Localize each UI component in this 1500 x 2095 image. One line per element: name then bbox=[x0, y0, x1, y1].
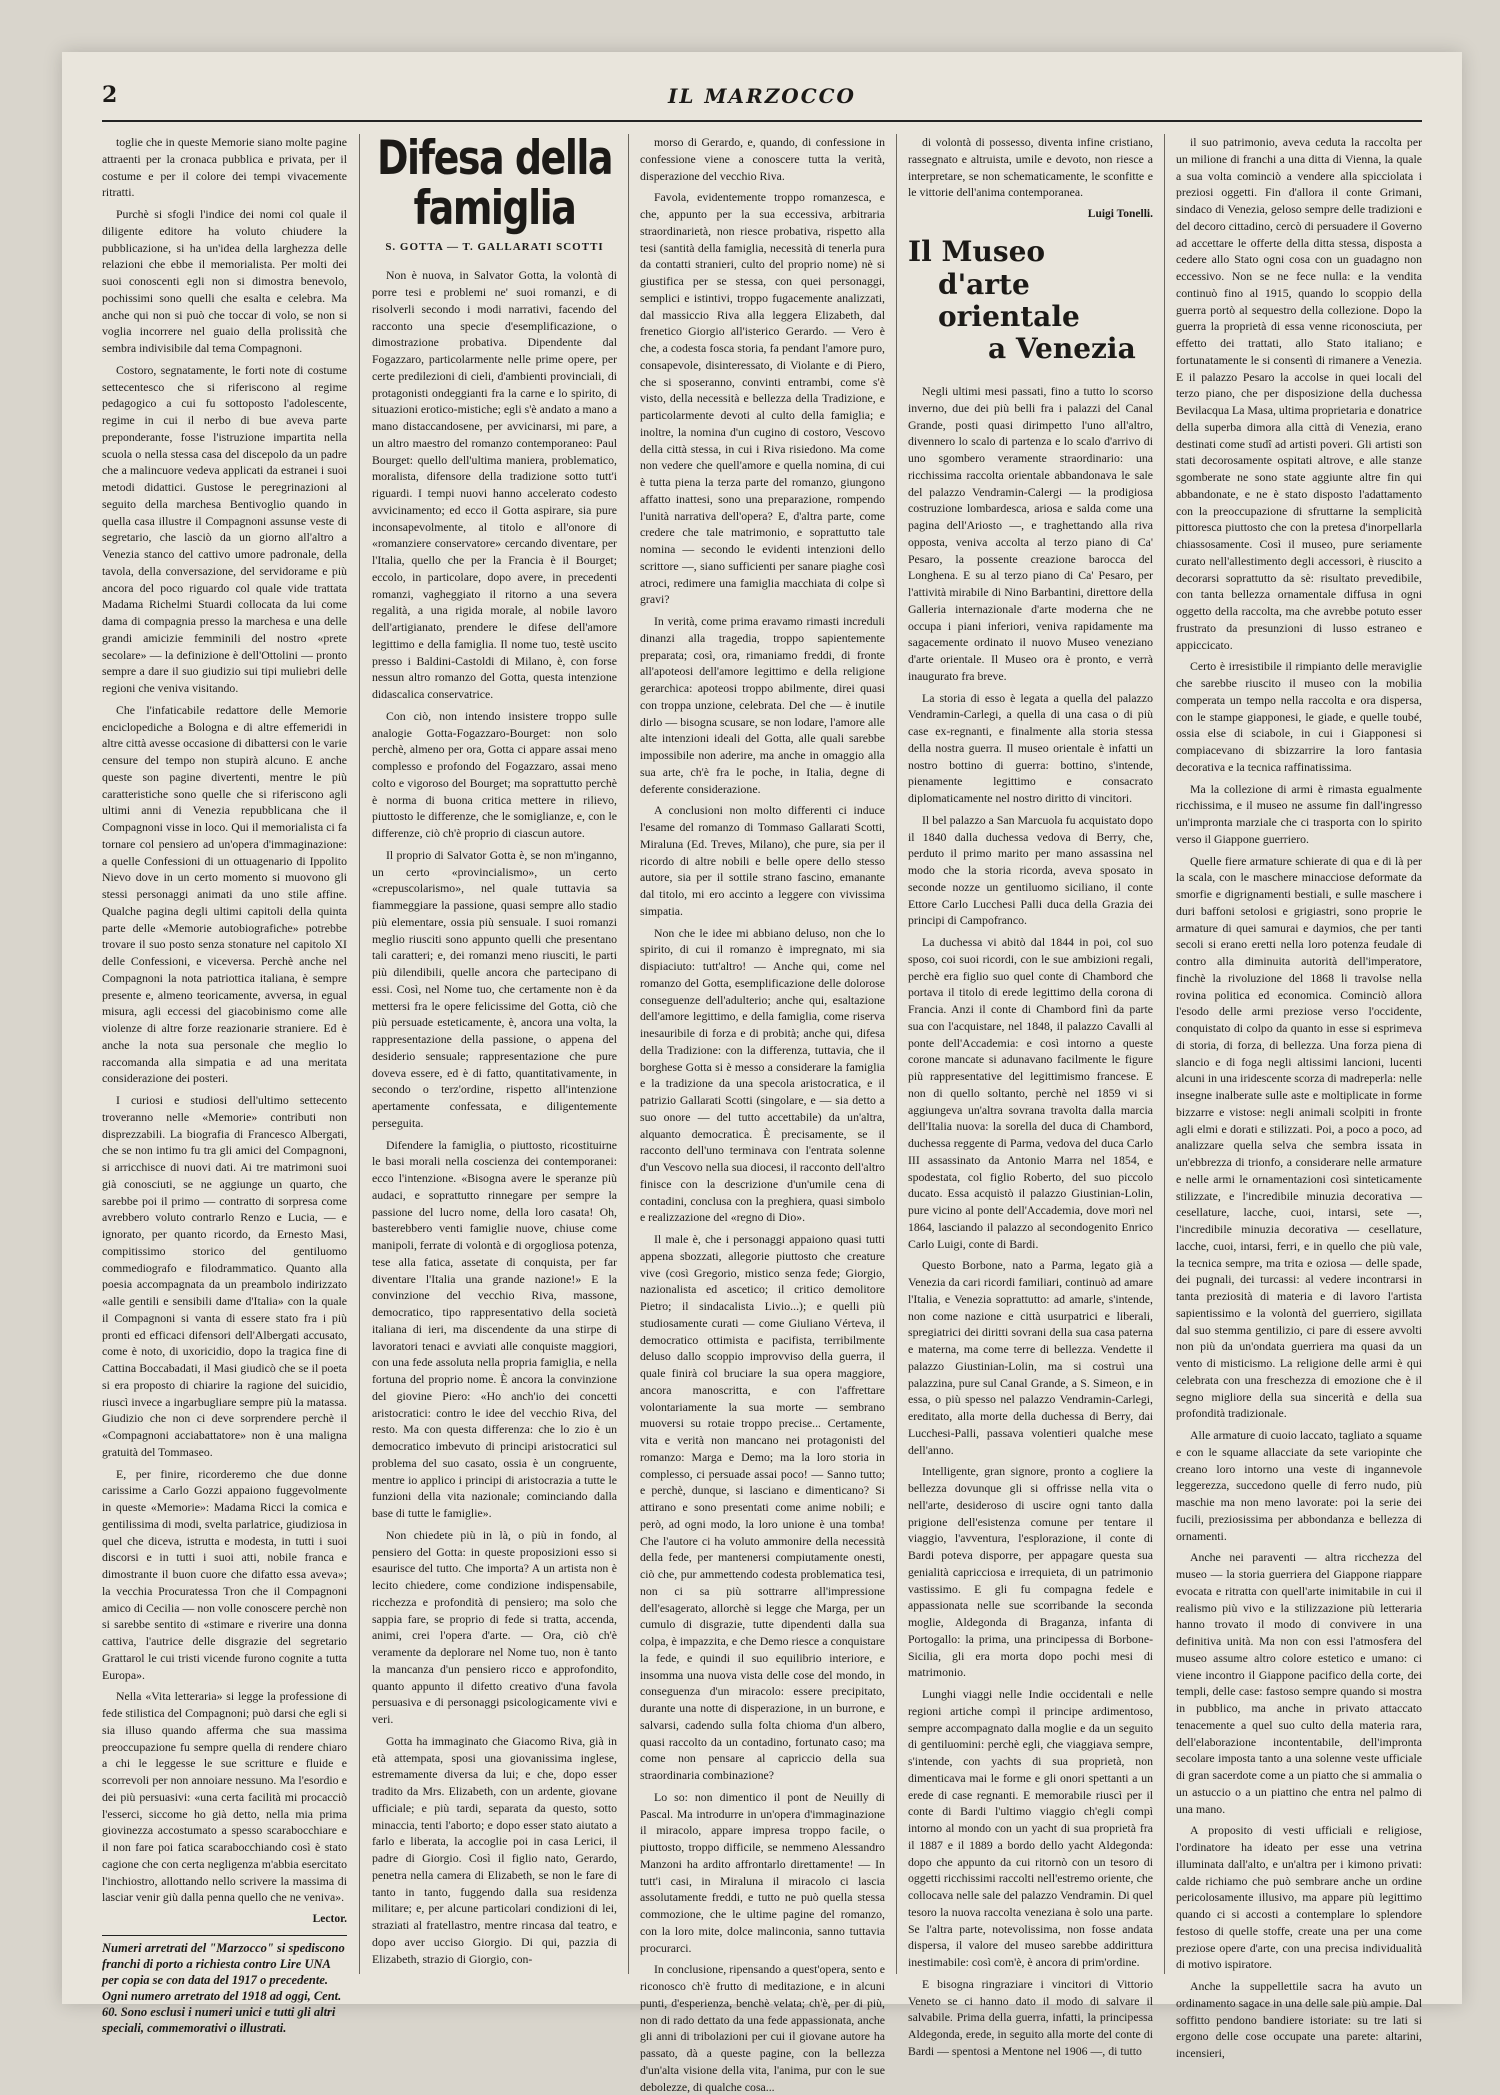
article-paragraph: Con ciò, non intendo insistere troppo sulle analogie Gotta-Fogazzaro-Bourget: non solo perchè, almeno per ora, Gotta ci appare assai meno complesso e profondo del Fogazzaro, assai meno colto e vigoroso del Bourget; ma soprattutto perchè è norma di buona critica mettere in rilievo, piuttosto le differenze, che le somiglianze, e, con le differenze, ciò ch'è proprio di ciascun autore. bbox=[372, 708, 617, 841]
article-headline-museo bbox=[908, 236, 1153, 365]
column-4 bbox=[908, 134, 1153, 2058]
signature-tonelli: Luigi Tonelli. bbox=[1087, 208, 1153, 220]
article-paragraph: A proposito di vesti ufficiali e religiose, l'ordinatore ha ideato per esse una vetrina illuminata dall'alto, e un'altra per i kimono privati: calde richiamo che può sembrare anche un ordine pericolosamente illusivo, ma appare più legittimo quando ci si accosti a contemplare lo splendore festoso di quelle stoffe, create una per una come preziose opere d'arte, con una precisa individualità di motivo ispiratore. bbox=[1176, 1823, 1422, 1972]
column-2-body bbox=[372, 267, 617, 1967]
article-paragraph: Costoro, segnatamente, le forti note di costume settecentesco che si riferiscono al regime pedagogico a cui fu sottoposto l'adolescente, regime in cui il nerbo di bue aveva parte preponderante, fosse l'istruzione impartita nella scuola o nella stessa casa del discepolo da un padre che a malincuore vedeva applicati da estranei i suoi metodi didattici. Gustose le peregrinazioni al seguito della marchesa Bentivoglio quando in quella casa illustre il Compagnoni assunse veste di segretario, che lasciò da un giorno all'altro a Venezia stanco del cattivo umore padronale, della tavola, della conversazione, del servidorame e più ancora del poco riguardo col quale vide trattata Madama Richelmi Stuardi collocata da lui come dama di compagnia presso la marchesa e una delle grandi amicizie femminili del nostro «prete secolare» — la definizione è dell'Ottolini — pronto sempre a dare il suo giudizio sui tipi muliebri delle regioni che veniva visitando. bbox=[102, 362, 347, 695]
article-paragraph: La duchessa vi abitò dal 1844 in poi, col suo sposo, coi suoi ricordi, con le sue ambizioni regali, perchè era figlio suo quel conte di Chambord che portava il titolo di erede legittimo della corona di Francia. Anzi il conte di Chambord finì da parte sua con l'acquistare, nel 1848, il palazzo Cavalli al ponte dell'Accademia: e così intorno a queste corone mancate si adunavano facilmente le figure più rappresentative del legittimismo francese. E non di quello soltanto, perchè nel 1859 vi si aggiungeva un'altra sovrana travolta dalla marcia dell'Italia nuova: la sorella del duca di Chambord, duchessa reggente di Parma, vedova del duca Carlo III assassinato da Antonio Marra nel 1854, e spodestata, col figlio Roberto, del suo piccolo ducato. Essa acquistò il palazzo Giustinian-Lolin, pure vicino al ponte dell'Accademia, dove morì nel 1864, lasciando il palazzo al secondogenito Enrico Carlo Luigi, conte di Bardi. bbox=[908, 935, 1153, 1251]
article-paragraph: Favola, evidentemente troppo romanzesca, e che, appunto per la sua eccessiva, arbitraria straordinarietà, non riesce probativa, rispetto alla tesi (santità della famiglia, necessità di tenerla pura da contatti stranieri, culto del proprio nome) nè si giustifica per se stessa, con quei personaggi, semplici e istintivi, troppo fugacemente analizzati, dal massiccio Riva alla leggera Elizabeth, dal frenetico Giorgio all'isterico Gerardo. — Vero è che, a codesta fosca storia, fa pendant l'amore puro, consapevole, disinteressato, di Violante e di Piero, che si sposeranno, convinti entrambi, come s'è visto, della necessità e bellezza della Tradizione, e particolarmente devoti al culto della famiglia; e inoltre, la nomina d'un cugino di costoro, Vescovo della città stessa, in cui i Riva risiedono. Ma come non vedere che quell'amore e quella nomina, di cui è tutta piena la terza parte del romanzo, giungono affatto inattesi, sono una preparazione, rompendo l'unità narrativa dell'opera? E, d'altra parte, come credere che tale matrimonio, e soprattutto tale nomina — secondo le evidenti intenzioni dello scrittore —, siano sufficienti per sanare piaghe così atroci, redimere una famiglia macchiata di colpe sì gravi? bbox=[640, 190, 885, 607]
article-headline-difesa: Difesa della famiglia bbox=[376, 130, 613, 236]
article-paragraph: Il proprio di Salvator Gotta è, se non m'inganno, un certo «provincialismo», un certo «crepuscolarismo», nel quale tuttavia sa fiammeggiare la passione, quasi sempre allo stadio più elementare, ossia più sensuale. I suoi romanzi meglio riusciti sono appunto quelli che presentano tali caratteri; e, dei romanzi meno riusciti, le parti più dilendibili, quelle ancora che partecipano di essi. Così, nel Nome tuo, che certamente non è da mettersi fra le opere felicissime del Gotta, ciò che più persuade esteticamente, è, ancora una volta, la rappresentazione della passione, o appena del desiderio sensuale; rappresentazione che pure doveva essere, ed è di fatto, quantitativamente, in secondo o terz'ordine, rispetto all'intenzione apertamente confessata, e diligentemente perseguita. bbox=[372, 847, 617, 1130]
article-paragraph: Certo è irresistibile il rimpianto delle meraviglie che sarebbe riuscito il museo con la mobilia comperata un tempo nella raccolta e ora dispersa, con le stampe giapponesi, le giade, e quelle toubé, ossia else di sciabole, in cui i Giapponesi si compiacevano di sbizzarrire la loro fantasia decorativa e la tecnica raffinatissima. bbox=[1176, 659, 1422, 774]
column-rule bbox=[628, 134, 629, 1974]
column-3 bbox=[640, 134, 885, 2094]
article-paragraph: I curiosi e studiosi dell'ultimo settecento troveranno nelle «Memorie» contributi non disprezzabili. La biografia di Francesco Albergati, che se non intimo fu tra gli amici del Compagnoni, si arricchisce di nuovi dati. Ai tre matrimoni suoi già conosciuti, se ne aggiunge un quarto, che sarebbe poi il primo — contratto di sorpresa come avrebbero voluto contrarlo Renzo e Lucia, — e ignorato, per quanto ricordo, da Ernesto Masi, compitissimo storico del gentiluomo commediografo e filodrammatico. Quanto alla poesia accompagnata da un preambolo indirizzato «alle gentili e sensibili dame d'Italia» con la quale il Compagnoni si vanta di essere stato fra i più pronti ed efficaci difensori dell'Albergati accusato, come è noto, di uxoricidio, dopo la tragica fine di Cattina Boccabadati, il Masi giudicò che se il poeta si era proposto di chiarire la ragione del suicidio, riuscì invece a ingarbugliare sempre più la matassa. Giudizio che non ci deve sorprendere perchè il «Compagnoni acciabattatore» non è una maligna gratuità del Tommaseo. bbox=[102, 1093, 347, 1459]
column-rule bbox=[896, 134, 897, 1974]
back-issues-notice: Numeri arretrati del "Marzocco" si spediscono franchi di porto a richiesta contro Lire UNA per copia se con data del 1917 o precedente. Ogni numero arretrato del 1918 ad oggi, Cent. 60. Sono esclusi i numeri unici e tutti gli altri speciali, commemorativi o illustrati. bbox=[102, 1935, 347, 2036]
column-3-body bbox=[640, 134, 885, 2095]
article-paragraph: Nella «Vita letteraria» si legge la professione di fede stilistica del Compagnoni; può darsi che egli si sia illuso quando afferma che sua massima preoccupazione fu sempre quella di rendere chiaro a chi le leggesse le sue scritture e fluide e scorrevoli per non annoiare nessuno. Ma l'esordio e dei più persuasivi: «una certa facilità mi procacciò l'esserci, siccome ho già detto, nella mia prima giovinezza accostumato a spesso scarabocchiare e il non fare poi fatica scarabocchiando così è stato cagione che con certa negligenza m'abbia esercitato l'inchiostro, allottando nello scrivere la massima di lasciar venir giù dalla penna quello che ne veniva». bbox=[102, 1689, 347, 1905]
newspaper-page bbox=[62, 52, 1462, 2094]
article-byline: S. GOTTA — T. GALLARATI SCOTTI bbox=[385, 240, 604, 253]
article-paragraph: Ma la collezione di armi è rimasta egualmente ricchissima, e il museo ne assume fin dall'ingresso un'impronta marziale che ci trasporta con lo spirito verso il Giappone guerriero. bbox=[1176, 781, 1422, 846]
headline-line: Il Museo bbox=[908, 235, 1046, 269]
column-rule bbox=[1164, 134, 1165, 1974]
headline-line: d'arte orientale bbox=[938, 267, 1080, 333]
column-4-top-paragraph: di volontà di possesso, diventa infine cristiano, rassegnato e altruista, umile e devoto, non riesce a interpretare, se non schematicamente, le sconfitte e le vittorie dell'anima contemporanea. bbox=[908, 135, 1153, 200]
article-paragraph: In verità, come prima eravamo rimasti increduli dinanzi alla tragedia, troppo sapientemente preparata; così, ora, rimaniamo freddi, di fronte all'apoteosi dell'amore legittimo e della religione gerarchica: apoteosi troppo abilmente, direi quasi con troppa unzione, celebrata. Del che — è inutile dirlo — bisogna scusare, se non lodare, l'amore alle alte intenzioni ideali del Gotta, alle quali sarebbe impossibile non aderire, ma anche in omaggio alla sua arte, ch'è fra le poche, in Italia, degne di deferente considerazione. bbox=[640, 614, 885, 796]
column-2 bbox=[372, 130, 617, 1974]
article-paragraph: In conclusione, ripensando a quest'opera, sento e riconosco ch'è frutto di meditazione, e in alcuni punti, d'esperienza, benchè velata; ch'è, per di più, non di rado dettato da una fede appassionata, anche gli anni di tribolazioni per cui il giovane autore ha passato, dà a queste pagine, con la bellezza d'un'alta visione della vita, l'anima, pur con le sue debolezze, di qualche cosa... bbox=[640, 1962, 885, 2094]
article-paragraph: Difendere la famiglia, o piuttosto, ricostituirne le basi morali nella coscienza dei contemporanei: ecco l'intenzione. «Bisogna avere le speranze più audaci, e soprattutto rinnegare per sempre la passione del lucro nome, della loro casata! Oh, basterebbero venti famiglie nuove, chiuse come manipoli, ferrate di volontà e di orgogliosa potenza, tese alla fatica, assetate di conquista, per far diventare l'Italia una grande nazione!» E la convinzione del vecchio Riva, massone, democratico, tipo rappresentativo della società italiana di ieri, ma discendente da una stirpe di lavoratori tenaci e avviati alle conquiste maggiori, con una fede assoluta nella propria famiglia, e nella fortuna del proprio nome. È ancora la convinzione del giovine Piero: «Ho anch'io dei concetti aristocratici: contro le idee del vecchio Riva, del resto. Ma con questa differenza: che lo zio è un democratico imbevuto di principi aristocratici sul problema del suo casato, ossia è un congruente, mentre io applico i principi di aristocrazia a tutte le funzioni della vita nazionale; cominciando dalla base di tutte le famiglie». bbox=[372, 1137, 617, 1521]
article-paragraph: Lo so: non dimentico il pont de Neuilly di Pascal. Ma introdurre in un'opera d'immaginazione il miracolo, appare impresa troppo facile, o piuttosto, troppo difficile, se nemmeno Alessandro Manzoni ha ardito affrontarlo direttamente! — In tutt'i casi, in Miraluna il miracolo ci lascia assolutamente freddi, e tutto ne può quella stessa commozione, che le ultime pagine del romanzo, con la loro mite, dolce malinconia, sanno tuttavia procurarci. bbox=[640, 1789, 885, 1955]
article-paragraph: Quelle fiere armature schierate di qua e di là per la scala, con le maschere minacciose deformate da smorfie e digrignamenti bestiali, e sulle maschere i duri baffoni setolosi e grigiastri, sono proprie le armature di quei samurai e daymios, che per tanti secoli si erano eretti nella loro potenza feudale di contro alla diminuita autorità dell'imperatore, finchè la rivoluzione del 1868 li travolse nella rovina politica ed economica. Cominciò allora l'esodo delle armi preziose verso l'occidente, conquistato di colpo da quanto in esse si esprimeva di storia, di forza, di bellezza. Una forza piena di slancio e di foga negli altissimi lancioni, lucenti alcuni in una iridescente scorza di madreperla: nelle insegne inalberate sulle aste e moltiplicate in forme bizzarre e vistose: negli animali scolpiti in fronte agli elmi e dorati e stilizzati. Poi, a poco a poco, ad analizzare quella selva che sembra issata in un'ebbrezza di trionfo, a considerare nelle armature e nelle armi le ornamentazioni così sinteticamente stilizzate, e l'incredibile minuzia decorativa — cesellature, lacche, cuoi, intarsi, sete —, l'incredibile minuzia decorativa — cesellature, lacche, cuoi, intarsi, ferri, e in quello che più vale, la tecnica sempre, ma trita e oziosa — delle spade, dei pugnali, dei turcassi: al vedere incontrarsi in tanta preziosità di materia e di lavoro l'artista sapientissimo e la volontà del guerriero, sigillata dal suo stemma gentilizio, ci pare di essere avvolti non più da un'ondata guerriera ma quasi da un vento di misticismo. La religione delle armi è qui celebrata con una freschezza di emozione che è il segno migliore della sua sincerità e della sua profondità tradizionale. bbox=[1176, 853, 1422, 1421]
column-5 bbox=[1176, 134, 1423, 2060]
article-paragraph: Anche nei paraventi — altra ricchezza del museo — la storia guerriera del Giappone riappare evocata e ritratta con quell'arte inimitabile in cui il realismo più vivo e la stilizzazione più letteraria hanno trovato il modo di convivere in una definitiva unità. Ma non con essi l'atmosfera del museo assume altro colore estetico e umano: ci viene incontro il Giappone pacifico della corte, dei templi, delle case: fastoso sempre quando si mostra in pubblico, ma anche in privato attaccato tenacemente a quel suo culto della materia rara, dell'elaborazione incontentabile, dell'impronta secolare imposta tanto a una solenne veste ufficiale di gran sacerdote come a un piatto che si ammalia o un astuccio o a un piattino che entra nel palmo di una mano. bbox=[1176, 1550, 1422, 1816]
column-1 bbox=[102, 134, 347, 2036]
article-paragraph: Negli ultimi mesi passati, fino a tutto lo scorso inverno, due dei più belli fra i palazzi del Canal Grande, posti quasi dirimpetto l'uno all'altro, divennero lo scalo di partenza e lo scalo d'arrivo di uno sgombero veramente straordinario: una ricchissima raccolta orientale abbandonava le sale del palazzo Vendramin-Calergi — la prodigiosa costruzione lombardesca, ariosa e salda come una pagina dell'Ariosto —, e traghettando alla riva opposta, veniva accolta al terzo piano di Ca' Pesaro, la possente creazione barocca del Longhena. E su al terzo piano di Ca' Pesaro, per l'attività mirabile di Nino Barbantini, direttore della Galleria internazionale d'arte moderna che ne occupa i piani inferiori, veniva rapidamente ma sagacemente ordinato il nuovo Museo veneziano d'arte orientale. Il Museo ora è pronto, e verrà inaugurato fra breve. bbox=[908, 384, 1153, 683]
column-5-body bbox=[1176, 134, 1422, 2062]
headline-line: a Venezia bbox=[988, 331, 1136, 365]
article-paragraph: E, per finire, ricorderemo che due donne carissime a Carlo Gozzi appaiono fuggevolmente in queste «Memorie»: Madama Ricci la comica e gentilissima di modi, svelta parlatrice, giudiziosa in quel che diceva, istrutta e modesta, in tutti i suoi discorsi e in tutti i suoi atti, nobile franca e dimostrante il buon cuore che difatto essa aveva»; la vecchia Procuratessa Tron che il Compagnoni amico di Cecilia — non volle conoscere perchè non si sarebbe sentito di «stimare e riverire una donna cattiva, l'autrice delle disgrazie del segretario Grattarol le cui tristi vicende furono cognite a tutta Europa». bbox=[102, 1466, 347, 1682]
column-rule bbox=[359, 134, 360, 1974]
article-paragraph: toglie che in queste Memorie siano molte pagine attraenti per la cronaca pubblica e privata, per il costume e per il colore dei tempi vivacemente ritratti. bbox=[102, 135, 347, 200]
article-paragraph: Purchè si sfogli l'indice dei nomi col quale il diligente editore ha voluto chiudere la pubblicazione, si ha un'idea della larghezza delle relazioni che ebbe il memorialista. Per molti dei suoi conoscenti egli non si dimostra benevolo, pochissimi sono quelli che esalta e celebra. Ma anche qui non si può che toccar di volo, se non si voglia incorrere nel guaio della prolissità che sembra indivisibile dal tema Compagnoni. bbox=[102, 207, 347, 355]
article-paragraph: il suo patrimonio, aveva ceduta la raccolta per un milione di franchi a una ditta di Vienna, la quale a sua volta cominciò a vendere alla spicciolata i preziosi oggetti. Fin d'allora il conte Grimani, sindaco di Venezia, geloso sempre delle tradizioni e del decoro cittadino, cercò di persuadere il Governo ad accettare le offerte della ditta stessa, disposta a cedere allo Stato ogni cosa con un guadagno non eccessivo. Non se ne fece nulla: e la vendita continuò fino al 1915, quando lo scoppio della guerra portò al sequestro della collezione. Dopo la guerra la proprietà di essa venne riconosciuta, per effetto dei trattati, allo Stato italiano; e fortunatamente le si consentì di rimanere a Venezia. E il palazzo Pesaro la accolse in quei locali del terzo piano, che per disposizione della duchessa Bevilacqua La Masa, ultima proprietaria e donatrice della superba dimora alla città di Venezia, erano destinati come studî ad artisti poveri. Gli artisti son stati decorosamente ospitati altrove, e alle stanze sgomberate ne sono state aggiunte altre fin qui abbandonate, e ne è stato disposto l'adattamento con la preoccupazione di sfruttarne la semplicità pittoresca piuttosto che con la pretesa d'inorpellarla chiassosamente. Così il museo, pure seriamente curato nell'allestimento degli accessori, è riuscito a decorarsi soprattutto da sè: risultato prevedibile, con tanta bellezza ornamentale diffusa in ogni oggetto della raccolta, ma che avrebbe potuto esser frustrato da presunzioni di lusso estraneo e appiccicato. bbox=[1176, 135, 1422, 652]
article-paragraph: Alle armature di cuoio laccato, tagliato a squame e con le squame allacciate da sete variopinte che creano loro intorno una veste di ingannevole leggerezza, succedono quelle di ferro nudo, più maschie ma non meno lavorate: poi la serie dei fucili, preziosissima per abbondanza e bellezza di ornamenti. bbox=[1176, 1428, 1422, 1543]
article-paragraph: La storia di esso è legata a quella del palazzo Vendramin-Carlegi, a quella di una casa o di più case ex-regnanti, e finalmente alla storia stessa della nostra guerra. Il museo orientale è infatti un nostro bottino di guerra: bottino, s'intende, pienamente legittimo e consacrato diplomaticamente nel nostro diritto di vincitori. bbox=[908, 690, 1153, 806]
article-paragraph: Non chiedete più in là, o più in fondo, al pensiero del Gotta: in queste proposizioni esso si esaurisce del tutto. Che importa? A un artista non è lecito chiedere, come condizione indispensabile, ricchezza e profondità di pensiero; ma solo che sappia fare, se proprio di fede si tratta, accenda, animi, crei l'opera d'arte. — Ora, ciò ch'è veramente da deplorare nel Nome tuo, non è tanto la mancanza d'un pensiero ricco e approfondito, quanto appunto il difetto creativo d'una favola persuasiva e di personaggi psicologicamente vivi e veri. bbox=[372, 1527, 617, 1727]
running-head: IL MARZOCCO bbox=[668, 84, 856, 108]
article-paragraph: Questo Borbone, nato a Parma, legato già a Venezia da cari ricordi familiari, continuò ad amare l'Italia, e Venezia soprattutto: ad amarle, s'intende, non come nazione e città usurpatrici e liberali, spregiatrici dei diritti sovrani della sua casa paterna e materna, ma come terre di bellezza. Vendette il palazzo Giustinian-Lolin, ma si costruì una palazzina, pure sul Canal Grande, a S. Simeon, e in essa, o più spesso nel palazzo Vendramin-Carlegi, ereditato, alla morte della duchessa di Berry, dai Lucchesi-Palli, passava volentieri qualche mese dell'anno. bbox=[908, 1258, 1153, 1457]
article-paragraph: Intelligente, gran signore, pronto a cogliere la bellezza dovunque gli si offrisse nella vita o nell'arte, desideroso di uscire ogni tanto dalla prigione dell'esistenza comune per tentare il viaggio, l'avventura, l'esplorazione, il conte di Bardi poteva disporre, per appagare questa sua genialità capricciosa e irrequieta, di un patrimonio vastissimo. E gli fu compagna fedele e appassionata nelle sue scorribande la seconda moglie, Aldegonda di Braganza, infanta di Portogallo: la prima, una principessa di Borbone-Sicilia, gli era morta dopo pochi mesi di matrimonio. bbox=[908, 1464, 1153, 1680]
article-paragraph: A conclusioni non molto differenti ci induce l'esame del romanzo di Tommaso Gallarati Scotti, Miraluna (Ed. Treves, Milano), che pure, sia per il ricordo di altre nobili e belle opere dello stesso autore, sia per il sottile strano fascino, emanante dal titolo, mi ero accinto a leggere con vivissima simpatia. bbox=[640, 803, 885, 918]
article-paragraph: Non è nuova, in Salvator Gotta, la volontà di porre tesi e problemi ne' suoi romanzi, e di risolverli secondo i modi narrativi, facendo del racconto una specie d'esemplificazione, o dimostrazione probativa. Dipendente dal Fogazzaro, particolarmente nelle prime opere, per certe predilezioni di cieli, d'ambienti provinciali, di protagonisti ondeggianti fra la carne e lo spirito, di situazioni erotico-mistiche; egli s'è andato a mano a mano distaccandosene, per avvicinarsi, mi pare, a un altro maestro del romanzo contemporaneo: Paul Bourget: quello dell'ultima maniera, problematico, moralista, difensore della tradizione sotto tutt'i riguardi. I tempi nuovi hanno accelerato codesto avvicinamento; ed ecco il Gotta aspirare, sia pure inconsapevolmente, al titolo e all'onore di «romanziere conservatore» cercando diventare, per l'Italia, quello che per la Francia è il Bourget; eccolo, in particolare, dopo avere, in precedenti romanzi, vagheggiato il ritorno a una severa regalità, a una rigida morale, al nobile lavoro dell'artigianato, prendere le difese dell'amore legittimo e della famiglia. Il nome tuo, testè uscito presso i Baldini-Castoldi di Milano, è, con forse nessun altro romanzo del Gotta, questa intenzione didascalica conservatrice. bbox=[372, 268, 617, 702]
masthead bbox=[102, 80, 1422, 122]
page-number: 2 bbox=[102, 82, 118, 108]
article-paragraph: E bisogna ringraziare i vincitori di Vittorio Veneto se ci hanno dato il modo di salvare il salvabile. Prima della guerra, infatti, la principessa Aldegonda, erede, in seguito alla morte del conte di Bardi — spentosi a Mentone nel 1906 —, di tutto bbox=[908, 1976, 1153, 2058]
article-paragraph: Non che le idee mi abbiano deluso, non che lo spirito, di cui il romanzo è impregnato, mi sia dispiaciuto: tutt'altro! — Anche qui, come nel romanzo del Gotta, esemplificazione delle dolorose conseguenze dell'adulterio; anche qui, esaltazione dell'amore legittimo, e della famiglia, come riserva inesauribile di forza e di probità; anche qui, difesa della Tradizione: con la differenza, tuttavia, che il borghese Gotta si è messo a considerare la famiglia e la tradizione da una specola aristocratica, e il patrizio Gallarati Scotti (singolare, e — sia detto a suo onore — del tutto accettabile) da un'altra, alquanto democratica. È precisamente, se il racconto dell'uno terminava con l'entrata solenne d'un Vescovo nella sua diocesi, il racconto dell'altro finisce con la descrizione d'un'umile cena di contadini, conclusa con la preghiera, quasi simbolo e realizzazione del «regno di Dio». bbox=[640, 925, 885, 1225]
column-1-body bbox=[102, 134, 347, 1906]
article-paragraph: Lunghi viaggi nelle Indie occidentali e nelle regioni artiche compì il principe ardimentoso, sempre accompagnato dalla moglie e da un seguito di gentiluomini: perchè egli, che viaggiava sempre, s'intende, con yachts di sua proprietà, non dimenticava mai le forme e gli onori spettanti a un erede di case regnanti. E memorabile riuscì per il conte di Bardi l'ultimo viaggio ch'egli compì intorno al mondo con un yacht di sua proprietà fra il 1887 e il 1889 a bordo dello yacht Aldegonda: dopo che appunto da cui ritornò con un tesoro di oggetti ricchissimi raccolti nell'estremo oriente, che collocava nelle sale del palazzo Vendramin. Di quel tesoro la nuova raccolta veneziana è solo una parte. Se l'altra parte, notevolissima, non fosse andata dispersa, il valore del museo sarebbe addirittura inestimabile: così com'è, è ancora di prim'ordine. bbox=[908, 1687, 1153, 1970]
article-paragraph: Gotta ha immaginato che Giacomo Riva, già in età attempata, sposi una giovanissima inglese, estremamente diversa da lui; e che, dopo esser tradito da Mrs. Elizabeth, con un ardente, giovane ufficiale; e più tardi, separata da questo, sotto minaccia, tenti l'aborto; e dopo esser stato aiutato a farlo e liberata, la accoglie poi in casa Lerici, il padre di Giorgio. Così il figlio nato, Gerardo, penetra nella camera di Elizabeth, se non le fare di tanto in tanto, fuggendo dalla sua residenza militare; e, per alcune particolari condizioni di lei, straziati al fratellastro, mentre rincasa dal teatro, e dopo aver ucciso Giorgio. Di qui, pazzia di Elizabeth, strazio di Giorgio, con- bbox=[372, 1733, 617, 1966]
signature-lector: Lector. bbox=[312, 1913, 347, 1925]
article-paragraph: Anche la suppellettile sacra ha avuto un ordinamento sagace in una delle sale più ampie. Dal soffitto pendono bandiere istoriate: su tre lati si ergono delle cose occupate una parete: altarini, incensieri, bbox=[1176, 1979, 1423, 2060]
column-4-body bbox=[908, 383, 1153, 2060]
article-paragraph: Il bel palazzo a San Marcuola fu acquistato dopo il 1840 dalla duchessa vedova di Berry, che, perduto il primo marito per mano assassina nel modo che la storia ricorda, aveva sposato in seconde nozze un gentiluomo siciliano, il conte Ettore Carlo Lucchesi Palli duca della Grazia dei principi di Campofranco. bbox=[908, 812, 1153, 928]
article-paragraph: Che l'infaticabile redattore delle Memorie enciclopediche a Bologna e di altre effemeridi in altre città avesse occasione di dibattersi con le varie censure del tempo non stupirà alcuno. E anche queste son pagine divertenti, mentre le più caratteristiche sono quelle che si riferiscono agli ultimi anni di Venezia repubblicana che il Compagnoni visse in loco. Qui il memorialista ci fa tornare col pensiero ad un'opera d'immaginazione: a quelle Confessioni di un ottuagenario di Ippolito Nievo dove in un certo momento si muovono gli stessi personaggi animati da uno stile affine. Qualche pagina degli ultimi capitoli della quinta parte delle «Memorie autobiografiche» potrebbe trovare il suo posto senza stonature nel capitolo XI delle Confessioni, e viceversa. Perchè anche nel Compagnoni la nota patriottica italiana, è sempre presente e, almeno teoricamente, avversa, in egual misura, agli eccessi del giacobinismo come alle violenze di altre forze reazionarie straniere. Ed è anche la nota sua personale che meglio lo raccomanda alla simpatia e ad una meritata considerazione dei posteri. bbox=[102, 702, 347, 1086]
article-paragraph: Il male è, che i personaggi appaiono quasi tutti appena sbozzati, allegorie piuttosto che creature vive (così Gregorio, mistico senza fede; Giorgio, nazionalista ed ascetico; il critico demolitore Pietro; il sindacalista Livio...); e quelli più studiosamente curati — come Giuliano Vérteva, il democratico ottimista e pacifista, terribilmente deluso dallo scoppio improvviso della guerra, il quale finirà col bruciare la sua opera maggiore, ancora manoscritta, e con l'affrettare volontariamente la sua morte — sembrano muoversi su rotaie troppo precise... Certamente, vita e verità non mancano nei protagonisti del romanzo: Marga e Demo; ma la loro storia in complesso, ci persuade assai poco! — Sanno tutto; e perchè, dunque, si lasciano e dimenticano? Si attirano e sono presentati come anime nobili; e però, ad ogni modo, la loro unione è una tomba! Che l'autore ci ha voluto ammonire della necessità della fede, per mantenersi compiutamente onesti, ciò che, pur ammettendo codesta problematica tesi, non ci sa più sottrarre all'impressione dell'esagerato, allorchè si legge che Marga, per un cumulo di disgrazie, tutte dipendenti dalla sua colpa, è impazzita, e che Demo riesce a conquistare la fede, e quindi il suo equilibrio interiore, e insomma una nuova vista delle cose del mondo, in conseguenza d'un miracolo: essere precipitato, durante una notte di disperazione, in un burrone, e salvarsi, cadendo sulla folta chioma d'un albero, quasi raccolto da un contadino, fortunato caso; ma come non pensare al capriccio della sua straordinaria combinazione? bbox=[640, 1232, 885, 1782]
article-paragraph: morso di Gerardo, e, quando, di confessione in confessione viene a conoscere tutta la verità, disperazione del vecchio Riva. bbox=[640, 135, 885, 183]
